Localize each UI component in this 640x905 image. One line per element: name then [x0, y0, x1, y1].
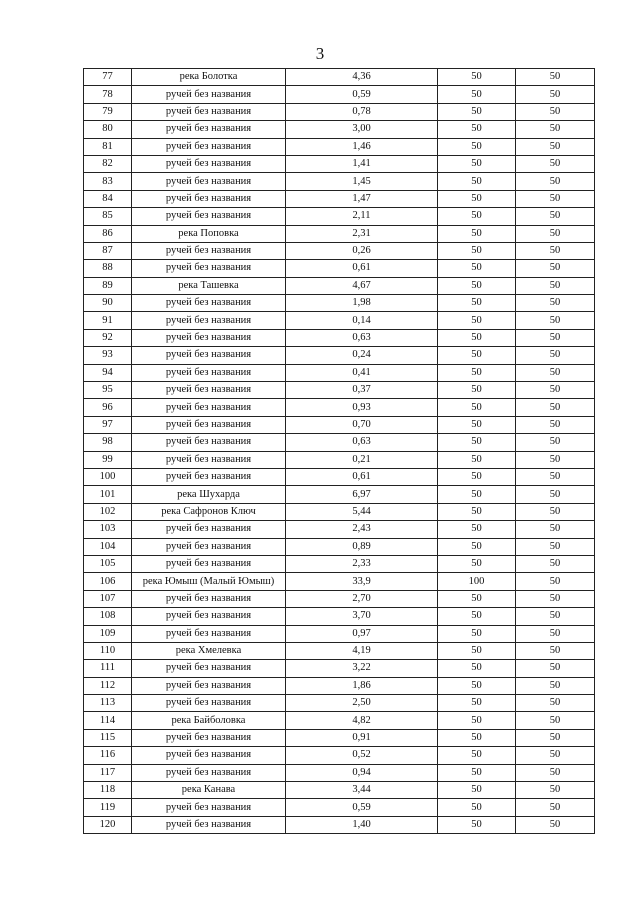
length-cell: 0,14	[286, 312, 438, 329]
row-number-cell: 109	[84, 625, 132, 642]
zone-width-cell: 50	[438, 242, 516, 259]
table-row	[84, 468, 595, 485]
table-row	[84, 764, 595, 781]
zone-width-cell: 50	[438, 364, 516, 381]
length-cell: 0,94	[286, 764, 438, 781]
length-cell: 0,70	[286, 416, 438, 433]
length-cell: 3,44	[286, 782, 438, 799]
row-number-cell: 104	[84, 538, 132, 555]
row-number-cell: 113	[84, 695, 132, 712]
strip-width-cell: 50	[516, 486, 595, 503]
zone-width-cell: 50	[438, 816, 516, 833]
length-cell: 0,24	[286, 347, 438, 364]
zone-width-cell: 50	[438, 329, 516, 346]
row-number-cell: 112	[84, 677, 132, 694]
water-body-name-cell: ручей без названия	[132, 347, 286, 364]
water-body-name-cell: река Шухарда	[132, 486, 286, 503]
row-number-cell: 83	[84, 173, 132, 190]
zone-width-cell: 50	[438, 121, 516, 138]
length-cell: 0,63	[286, 329, 438, 346]
strip-width-cell: 50	[516, 695, 595, 712]
strip-width-cell: 50	[516, 660, 595, 677]
zone-width-cell: 50	[438, 155, 516, 172]
row-number-cell: 107	[84, 590, 132, 607]
length-cell: 0,89	[286, 538, 438, 555]
strip-width-cell: 50	[516, 451, 595, 468]
table-row	[84, 816, 595, 833]
length-cell: 0,41	[286, 364, 438, 381]
length-cell: 5,44	[286, 503, 438, 520]
zone-width-cell: 50	[438, 399, 516, 416]
table-row	[84, 712, 595, 729]
water-body-name-cell: река Поповка	[132, 225, 286, 242]
strip-width-cell: 50	[516, 69, 595, 86]
row-number-cell: 94	[84, 364, 132, 381]
row-number-cell: 105	[84, 555, 132, 572]
row-number-cell: 102	[84, 503, 132, 520]
table-row	[84, 747, 595, 764]
row-number-cell: 84	[84, 190, 132, 207]
zone-width-cell: 50	[438, 625, 516, 642]
strip-width-cell: 50	[516, 782, 595, 799]
table-row	[84, 434, 595, 451]
zone-width-cell: 50	[438, 695, 516, 712]
zone-width-cell: 50	[438, 660, 516, 677]
zone-width-cell: 50	[438, 277, 516, 294]
length-cell: 0,91	[286, 729, 438, 746]
water-body-name-cell: ручей без названия	[132, 555, 286, 572]
table-row	[84, 86, 595, 103]
strip-width-cell: 50	[516, 625, 595, 642]
row-number-cell: 99	[84, 451, 132, 468]
water-body-name-cell: ручей без названия	[132, 382, 286, 399]
water-body-name-cell: ручей без названия	[132, 416, 286, 433]
table-row	[84, 382, 595, 399]
zone-width-cell: 50	[438, 260, 516, 277]
table-row	[84, 677, 595, 694]
table-row	[84, 695, 595, 712]
table-row	[84, 364, 595, 381]
row-number-cell: 81	[84, 138, 132, 155]
length-cell: 2,33	[286, 555, 438, 572]
row-number-cell: 90	[84, 295, 132, 312]
table-row	[84, 399, 595, 416]
row-number-cell: 100	[84, 468, 132, 485]
length-cell: 3,70	[286, 608, 438, 625]
zone-width-cell: 50	[438, 555, 516, 572]
length-cell: 0,61	[286, 468, 438, 485]
zone-width-cell: 50	[438, 312, 516, 329]
table-row	[84, 312, 595, 329]
row-number-cell: 86	[84, 225, 132, 242]
strip-width-cell: 50	[516, 573, 595, 590]
zone-width-cell: 50	[438, 486, 516, 503]
table-row	[84, 103, 595, 120]
zone-width-cell: 50	[438, 434, 516, 451]
strip-width-cell: 50	[516, 503, 595, 520]
water-body-name-cell: ручей без названия	[132, 729, 286, 746]
strip-width-cell: 50	[516, 399, 595, 416]
row-number-cell: 98	[84, 434, 132, 451]
row-number-cell: 119	[84, 799, 132, 816]
zone-width-cell: 50	[438, 538, 516, 555]
water-body-name-cell: ручей без названия	[132, 695, 286, 712]
zone-width-cell: 50	[438, 86, 516, 103]
zone-width-cell: 50	[438, 103, 516, 120]
row-number-cell: 91	[84, 312, 132, 329]
strip-width-cell: 50	[516, 242, 595, 259]
water-body-name-cell: ручей без названия	[132, 260, 286, 277]
row-number-cell: 103	[84, 521, 132, 538]
length-cell: 1,41	[286, 155, 438, 172]
water-body-name-cell: ручей без названия	[132, 190, 286, 207]
water-body-name-cell: ручей без названия	[132, 364, 286, 381]
table-row	[84, 642, 595, 659]
strip-width-cell: 50	[516, 799, 595, 816]
table-row	[84, 608, 595, 625]
length-cell: 3,22	[286, 660, 438, 677]
strip-width-cell: 50	[516, 121, 595, 138]
length-cell: 4,82	[286, 712, 438, 729]
water-body-name-cell: ручей без названия	[132, 538, 286, 555]
table-row	[84, 155, 595, 172]
length-cell: 2,70	[286, 590, 438, 607]
length-cell: 2,31	[286, 225, 438, 242]
water-body-name-cell: ручей без названия	[132, 208, 286, 225]
water-body-name-cell: река Канава	[132, 782, 286, 799]
row-number-cell: 108	[84, 608, 132, 625]
row-number-cell: 114	[84, 712, 132, 729]
zone-width-cell: 50	[438, 503, 516, 520]
length-cell: 1,86	[286, 677, 438, 694]
zone-width-cell: 50	[438, 451, 516, 468]
length-cell: 1,46	[286, 138, 438, 155]
table-row	[84, 225, 595, 242]
row-number-cell: 115	[84, 729, 132, 746]
length-cell: 33,9	[286, 573, 438, 590]
length-cell: 0,93	[286, 399, 438, 416]
length-cell: 0,61	[286, 260, 438, 277]
length-cell: 1,45	[286, 173, 438, 190]
strip-width-cell: 50	[516, 225, 595, 242]
table-row	[84, 416, 595, 433]
water-body-name-cell: ручей без названия	[132, 295, 286, 312]
table-row	[84, 782, 595, 799]
zone-width-cell: 50	[438, 521, 516, 538]
zone-width-cell: 50	[438, 295, 516, 312]
water-body-name-cell: ручей без названия	[132, 173, 286, 190]
table-row	[84, 503, 595, 520]
length-cell: 1,98	[286, 295, 438, 312]
water-body-name-cell: ручей без названия	[132, 242, 286, 259]
water-body-name-cell: ручей без названия	[132, 399, 286, 416]
water-body-name-cell: ручей без названия	[132, 434, 286, 451]
strip-width-cell: 50	[516, 747, 595, 764]
length-cell: 4,36	[286, 69, 438, 86]
strip-width-cell: 50	[516, 138, 595, 155]
length-cell: 0,97	[286, 625, 438, 642]
water-body-name-cell: ручей без названия	[132, 468, 286, 485]
row-number-cell: 77	[84, 69, 132, 86]
zone-width-cell: 50	[438, 69, 516, 86]
table-row	[84, 451, 595, 468]
length-cell: 1,40	[286, 816, 438, 833]
water-body-name-cell: ручей без названия	[132, 799, 286, 816]
strip-width-cell: 50	[516, 555, 595, 572]
table-row	[84, 260, 595, 277]
table-row	[84, 138, 595, 155]
row-number-cell: 117	[84, 764, 132, 781]
row-number-cell: 92	[84, 329, 132, 346]
table-row	[84, 69, 595, 86]
zone-width-cell: 50	[438, 468, 516, 485]
row-number-cell: 111	[84, 660, 132, 677]
zone-width-cell: 50	[438, 416, 516, 433]
length-cell: 3,00	[286, 121, 438, 138]
zone-width-cell: 50	[438, 225, 516, 242]
length-cell: 0,59	[286, 86, 438, 103]
row-number-cell: 101	[84, 486, 132, 503]
water-body-name-cell: ручей без названия	[132, 329, 286, 346]
length-cell: 0,63	[286, 434, 438, 451]
table-row	[84, 329, 595, 346]
length-cell: 0,52	[286, 747, 438, 764]
table-row	[84, 486, 595, 503]
zone-width-cell: 50	[438, 799, 516, 816]
length-cell: 2,50	[286, 695, 438, 712]
length-cell: 6,97	[286, 486, 438, 503]
zone-width-cell: 50	[438, 608, 516, 625]
table-row	[84, 521, 595, 538]
water-body-name-cell: ручей без названия	[132, 121, 286, 138]
row-number-cell: 120	[84, 816, 132, 833]
water-body-name-cell: ручей без названия	[132, 608, 286, 625]
zone-width-cell: 50	[438, 677, 516, 694]
row-number-cell: 110	[84, 642, 132, 659]
water-body-name-cell: река Сафронов Ключ	[132, 503, 286, 520]
strip-width-cell: 50	[516, 468, 595, 485]
row-number-cell: 82	[84, 155, 132, 172]
table-row	[84, 538, 595, 555]
strip-width-cell: 50	[516, 729, 595, 746]
length-cell: 0,78	[286, 103, 438, 120]
table-row	[84, 590, 595, 607]
strip-width-cell: 50	[516, 173, 595, 190]
length-cell: 0,37	[286, 382, 438, 399]
water-body-name-cell: река Болотка	[132, 69, 286, 86]
row-number-cell: 97	[84, 416, 132, 433]
water-body-name-cell: ручей без названия	[132, 590, 286, 607]
zone-width-cell: 50	[438, 382, 516, 399]
length-cell: 0,26	[286, 242, 438, 259]
row-number-cell: 78	[84, 86, 132, 103]
strip-width-cell: 50	[516, 103, 595, 120]
length-cell: 0,21	[286, 451, 438, 468]
strip-width-cell: 50	[516, 208, 595, 225]
table-row	[84, 173, 595, 190]
length-cell: 1,47	[286, 190, 438, 207]
table-row	[84, 242, 595, 259]
water-body-name-cell: ручей без названия	[132, 521, 286, 538]
table-row	[84, 625, 595, 642]
table-row	[84, 347, 595, 364]
water-body-name-cell: ручей без названия	[132, 747, 286, 764]
row-number-cell: 93	[84, 347, 132, 364]
strip-width-cell: 50	[516, 295, 595, 312]
strip-width-cell: 50	[516, 608, 595, 625]
water-body-name-cell: ручей без названия	[132, 103, 286, 120]
water-body-name-cell: река Хмелевка	[132, 642, 286, 659]
row-number-cell: 106	[84, 573, 132, 590]
strip-width-cell: 50	[516, 712, 595, 729]
water-bodies-table	[83, 68, 595, 834]
length-cell: 4,67	[286, 277, 438, 294]
table-row	[84, 799, 595, 816]
table-row	[84, 660, 595, 677]
strip-width-cell: 50	[516, 590, 595, 607]
row-number-cell: 89	[84, 277, 132, 294]
strip-width-cell: 50	[516, 642, 595, 659]
water-body-name-cell: ручей без названия	[132, 312, 286, 329]
strip-width-cell: 50	[516, 347, 595, 364]
strip-width-cell: 50	[516, 86, 595, 103]
strip-width-cell: 50	[516, 416, 595, 433]
row-number-cell: 88	[84, 260, 132, 277]
zone-width-cell: 50	[438, 590, 516, 607]
table-row	[84, 208, 595, 225]
zone-width-cell: 50	[438, 729, 516, 746]
water-body-name-cell: ручей без названия	[132, 764, 286, 781]
water-body-name-cell: река Юмыш (Малый Юмыш)	[132, 573, 286, 590]
row-number-cell: 116	[84, 747, 132, 764]
table-row	[84, 555, 595, 572]
zone-width-cell: 50	[438, 747, 516, 764]
row-number-cell: 118	[84, 782, 132, 799]
strip-width-cell: 50	[516, 538, 595, 555]
strip-width-cell: 50	[516, 816, 595, 833]
row-number-cell: 87	[84, 242, 132, 259]
table-row	[84, 729, 595, 746]
length-cell: 0,59	[286, 799, 438, 816]
table-row	[84, 121, 595, 138]
zone-width-cell: 50	[438, 138, 516, 155]
zone-width-cell: 50	[438, 190, 516, 207]
row-number-cell: 79	[84, 103, 132, 120]
zone-width-cell: 50	[438, 712, 516, 729]
water-body-name-cell: ручей без названия	[132, 138, 286, 155]
strip-width-cell: 50	[516, 312, 595, 329]
row-number-cell: 80	[84, 121, 132, 138]
zone-width-cell: 50	[438, 764, 516, 781]
water-body-name-cell: река Байболовка	[132, 712, 286, 729]
table-row	[84, 190, 595, 207]
strip-width-cell: 50	[516, 677, 595, 694]
strip-width-cell: 50	[516, 155, 595, 172]
table-row	[84, 277, 595, 294]
table-row	[84, 573, 595, 590]
water-body-name-cell: ручей без названия	[132, 625, 286, 642]
strip-width-cell: 50	[516, 434, 595, 451]
zone-width-cell: 50	[438, 208, 516, 225]
water-body-name-cell: ручей без названия	[132, 451, 286, 468]
zone-width-cell: 50	[438, 782, 516, 799]
strip-width-cell: 50	[516, 260, 595, 277]
strip-width-cell: 50	[516, 382, 595, 399]
water-body-name-cell: река Ташевка	[132, 277, 286, 294]
water-body-name-cell: ручей без названия	[132, 816, 286, 833]
zone-width-cell: 50	[438, 347, 516, 364]
page-number: 3	[315, 44, 325, 63]
strip-width-cell: 50	[516, 764, 595, 781]
row-number-cell: 85	[84, 208, 132, 225]
zone-width-cell: 50	[438, 642, 516, 659]
table-body	[84, 69, 595, 834]
table-row	[84, 295, 595, 312]
strip-width-cell: 50	[516, 190, 595, 207]
strip-width-cell: 50	[516, 277, 595, 294]
zone-width-cell: 100	[438, 573, 516, 590]
length-cell: 4,19	[286, 642, 438, 659]
water-body-name-cell: ручей без названия	[132, 86, 286, 103]
strip-width-cell: 50	[516, 364, 595, 381]
length-cell: 2,43	[286, 521, 438, 538]
strip-width-cell: 50	[516, 329, 595, 346]
strip-width-cell: 50	[516, 521, 595, 538]
row-number-cell: 96	[84, 399, 132, 416]
zone-width-cell: 50	[438, 173, 516, 190]
row-number-cell: 95	[84, 382, 132, 399]
water-body-name-cell: ручей без названия	[132, 155, 286, 172]
water-body-name-cell: ручей без названия	[132, 660, 286, 677]
water-body-name-cell: ручей без названия	[132, 677, 286, 694]
length-cell: 2,11	[286, 208, 438, 225]
